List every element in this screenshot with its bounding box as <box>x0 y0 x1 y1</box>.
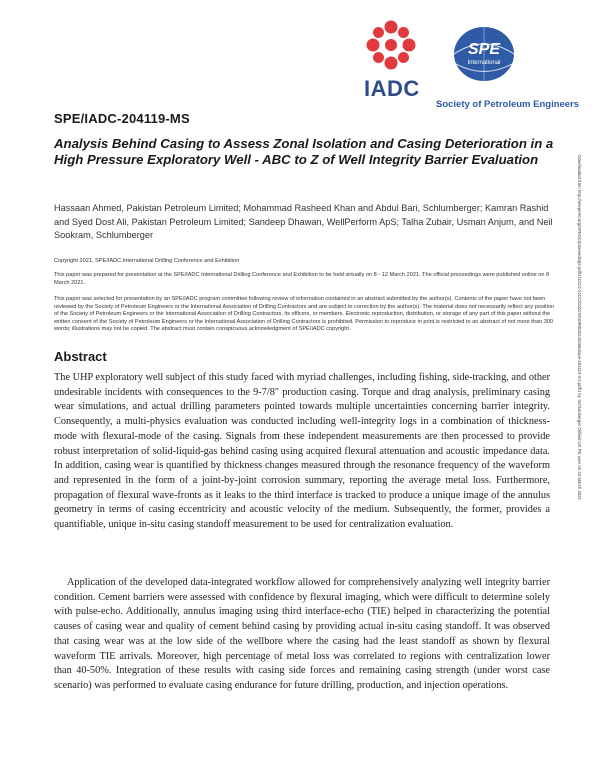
copyright-notice: Copyright 2021, SPE/IADC International Drilling Conference and Exhibition <box>54 258 240 264</box>
download-note-text: Downloaded from http://onepetro.org/SPEDC/proceedings-pdf/21DC/2-21DC/D022S010R003/2420684/spe-204119-ms.pdf/1 by Schlumberger Oilfield UK Plc user on 23 March 2021 <box>577 155 582 501</box>
iadc-logo-icon <box>366 20 416 70</box>
selection-note: This paper was selected for presentation by an SPE/IADC program committee following review of information contained in an abstract submitted by the author(s). Contents of the paper have not been reviewed by the Society of Petroleum Engineers or the International Association of Drilling Contractors and are subject to correction by the author(s). The material does not necessarily reflect any position of the Society of Petroleum Engineers or the International Association of Drilling Contractors, its officers, or members. Electronic reproduction, distribution, or storage of any part of this paper without the written consent of the Society of Petroleum Engineers or the International Association of Drilling Contractors is prohibited. Permission to reproduce in print is restricted to an abstract of not more than 300 words; illustrations may not be copied. The abstract must contain conspicuous acknowledgment of SPE/IADC copyright. <box>54 296 555 333</box>
paper-id: SPE/IADC-204119-MS <box>54 111 190 126</box>
paper-authors: Hassaan Ahmed, Pakistan Petroleum Limited; Mohammad Rasheed Khan and Abdul Bari, Schlumberger; Kamran Rashid and Syed Dost Ali, Pakistan Petroleum Limited; Sandeep Dhawan, WellPerform ApS; Talha Zubair, Usman Anjum, and Neil Sookram, Schlumberger <box>54 203 553 240</box>
iadc-logo-text: IADC <box>364 76 420 101</box>
spe-society-name: Society of Petroleum Engineers <box>436 99 580 110</box>
paper-title: Analysis Behind Casing to Assess Zonal Isolation and Casing Deterioration in a High Pressure Exploratory Well - ABC to Z of Well Integrity Barrier Evaluation <box>54 136 554 167</box>
prepared-note: This paper was prepared for presentation at the SPE/IADC International Drilling Conference and Exhibition to be held virtually on 8 - 12 March 2021. The official proceedings were published online on 8 March 2021. <box>54 272 550 286</box>
abstract-paragraph: Application of the developed data-integrated workflow allowed for comprehensively analyzing well integrity barrier condition. Cement barriers were assessed with confidence by flexural imaging, which were difficult to determine solely with pulse-echo. Additionally, annulus imaging using third interface-echo (TIE) helped in characterizing the potential causes of casing wear and quality of cement behind casing by providing actual in-situ casing standoff. It was observed that casing wear was at the low side of the wellbore where the casing had the least standoff as shown by flexural waveform TIE arrivals. Moreover, high percentage of metal loss was correlated to regions with centralization lower than 40-50%. Integration of these results with casing side forces and remaining casing strength (under worst case scenario) was performed to evaluate casing endurance for future drilling, production, and injection operations. <box>54 577 550 691</box>
spe-logo-subtext: International <box>467 60 501 66</box>
download-watermark <box>575 155 584 625</box>
abstract-paragraph: The UHP exploratory well subject of this study faced with myriad challenges, including fishing, side-tracking, and other undesirable incidents with consequences to the 9-7/8" production casing. Torque and drag analysis, preliminary casing wear simulations, and actual drilling parameters pointed towards multiple uncertainties concerning barrier integrity. Consequently, a multi-physics evaluation was conducted including well-integrity logs in a combination of thickness-mode with flexural-mode of the casing. Signals from these independent measurements are then processed to provide robust interpretation of solid-liquid-gas behind casing using acquired flexural attenuation and acoustic impedance data. In addition, casing wear is quantified by thickness changes measured through the resonance frequency of the waveform and represented in the form of a joint-by-joint corrosion summary, reporting the average metal loss. Furthermore, propagation of flexural wave-fronts as it leaks to the third interface is tracked to produce a unique image of the annulus geometry in terms of casing eccentricity and acoustic velocity of the medium. Subsequently, the former, provides a quantifiable, unique in-situ casing standoff measurement to be used for centralization evaluation. <box>54 372 550 531</box>
spe-logo-text: SPE <box>467 41 501 58</box>
spe-logo-icon <box>434 24 546 86</box>
header-logos <box>364 20 580 110</box>
abstract-heading: Abstract <box>54 349 107 364</box>
